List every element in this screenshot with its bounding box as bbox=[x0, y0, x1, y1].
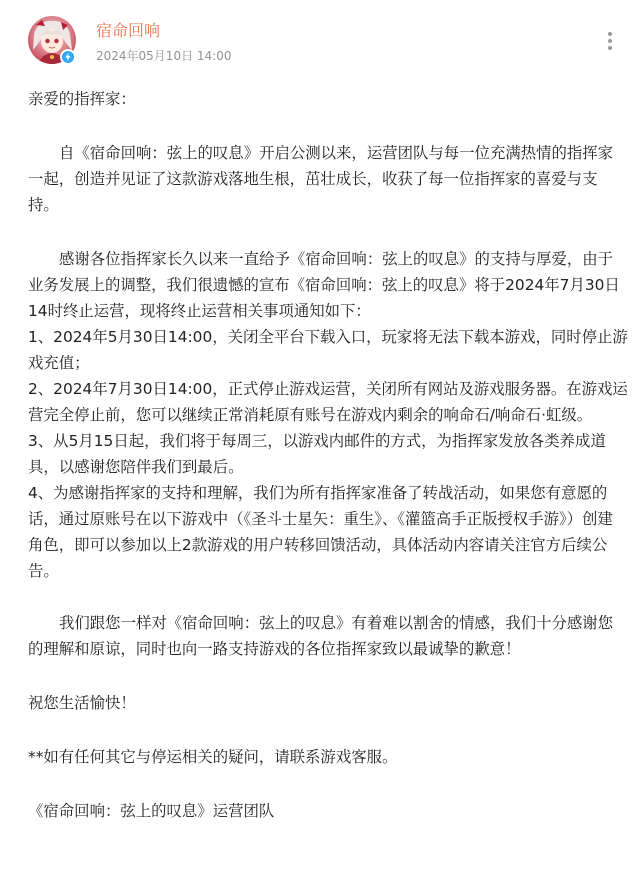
closing-wish: 祝您生活愉快！ bbox=[28, 694, 136, 712]
notice-item-3: 3、从5月15日起，我们将于每周三，以游戏内邮件的方式，为指挥家发放各类养成道具，以感谢您陪伴我们到最后。 bbox=[28, 432, 606, 476]
author-name[interactable]: 宿命回响 bbox=[96, 21, 161, 40]
post-content bbox=[28, 86, 628, 824]
dot bbox=[608, 39, 612, 43]
notice-item-4: 4、为感谢指挥家的支持和理解，我们为所有指挥家准备了转战活动，如果您有意愿的话，通过原账号在以下游戏中（《圣斗士星矢：重生》、《灌篮高手正版授权手游》）创建角色，即可以参加以上2款游戏的用户转移回馈活动，具体活动内容请关注官方后续公告。 bbox=[28, 484, 613, 580]
notice-item-1: 1、2024年5月30日14:00，关闭全平台下载入口，玩家将无法下载本游戏，同时停止游戏充值； bbox=[28, 328, 628, 372]
paragraph-announcement: 感谢各位指挥家长久以来一直给予《宿命回响：弦上的叹息》的支持与厚爱，由于业务发展上的调整，我们很遗憾的宣布《宿命回响：弦上的叹息》将于2024年7月30日14时终止运营，现将终止运营相关事项通知如下： bbox=[28, 250, 620, 320]
post-timestamp: 2024年05月10日 14:00 bbox=[96, 49, 232, 63]
more-vertical-icon[interactable] bbox=[598, 27, 622, 55]
paragraph-intro: 自《宿命回响：弦上的叹息》开启公测以来，运营团队与每一位充满热情的指挥家一起，创造并见证了这款游戏落地生根，茁壮成长，收获了每一位指挥家的喜爱与支持。 bbox=[28, 144, 614, 214]
post-header bbox=[0, 0, 639, 80]
verified-badge-icon bbox=[60, 49, 76, 65]
dot bbox=[608, 32, 612, 36]
support-note: **如有任何其它与停运相关的疑问，请联系游戏客服。 bbox=[28, 748, 398, 766]
notice-item-2: 2、2024年7月30日14:00，正式停止游戏运营，关闭所有网站及游戏服务器。在游戏运营完全停止前，您可以继续正常消耗原有账号在游戏内剩余的响命石/响命石·虹级。 bbox=[28, 380, 628, 424]
paragraph-apology: 我们跟您一样对《宿命回响：弦上的叹息》有着难以割舍的情感，我们十分感谢您的理解和原谅，同时也向一路支持游戏的各位指挥家致以最诚挚的歉意！ bbox=[28, 614, 614, 658]
greeting: 亲爱的指挥家： bbox=[28, 90, 136, 108]
signature: 《宿命回响：弦上的叹息》运营团队 bbox=[28, 802, 275, 820]
dot bbox=[608, 46, 612, 50]
